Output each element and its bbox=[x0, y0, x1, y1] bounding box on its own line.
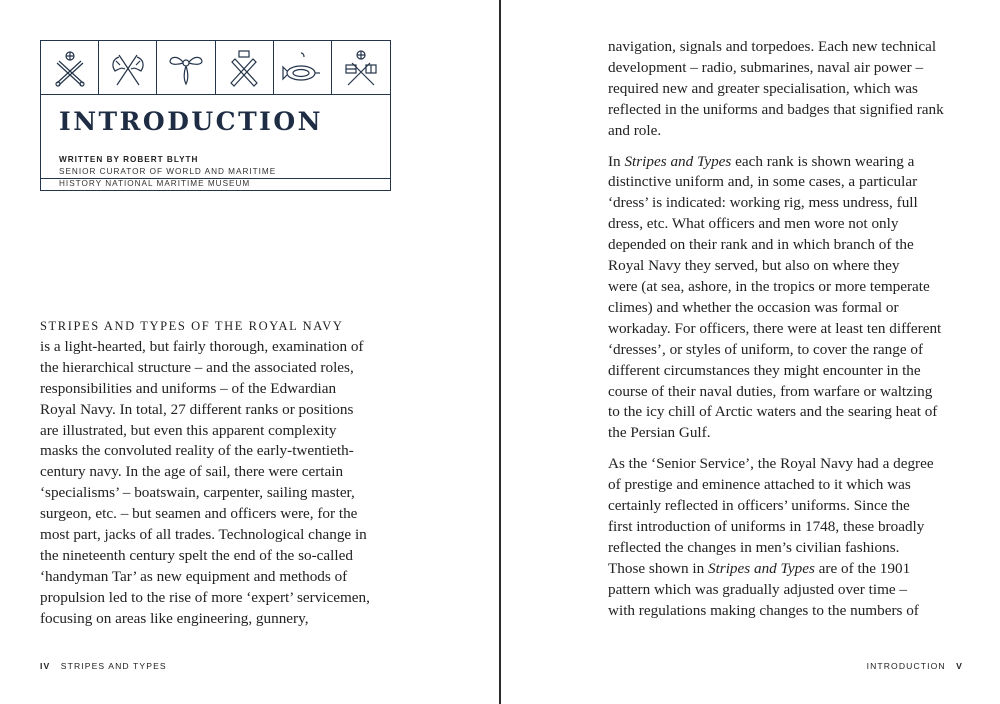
body-line: workaday. For officers, there were at least ten different bbox=[608, 319, 942, 337]
left-body-text bbox=[40, 316, 392, 630]
body-line: century navy. In the age of sail, there were certain bbox=[40, 463, 344, 481]
body-line: As the ‘Senior Service’, the Royal Navy had a degree bbox=[608, 455, 934, 473]
body-line bbox=[608, 152, 964, 173]
body-line: of prestige and eminence attached to it which was bbox=[608, 476, 911, 494]
body-line: most part, jacks of all trades. Technological change in bbox=[40, 526, 367, 544]
body-line: Royal Navy. In total, 27 different ranks or positions bbox=[40, 400, 354, 418]
body-line: navigation, signals and torpedoes. Each new technical bbox=[608, 38, 937, 55]
crossed-flags-icon bbox=[99, 41, 157, 94]
lead-in: STRIPES AND TYPES OF THE ROYAL NAVY bbox=[40, 319, 344, 333]
paragraph bbox=[608, 152, 964, 445]
body-line: Royal Navy they served, but also on where they bbox=[608, 257, 900, 275]
left-footer bbox=[40, 661, 167, 671]
body-line: reflected the changes in men’s civilian fashions. bbox=[608, 538, 900, 556]
right-page bbox=[501, 0, 1000, 704]
body-line: pattern which was gradually adjusted over time – bbox=[608, 580, 908, 598]
right-footer bbox=[867, 661, 963, 671]
left-page bbox=[0, 0, 499, 704]
right-body-text bbox=[608, 37, 964, 631]
text-run: each rank is shown wearing a bbox=[731, 152, 915, 170]
bugle-icon bbox=[274, 41, 332, 94]
running-head: STRIPES AND TYPES bbox=[60, 661, 167, 671]
body-line: certainly reflected in officers’ uniforms. Since the bbox=[608, 497, 910, 515]
text-run: In bbox=[608, 152, 625, 170]
body-line: ‘handyman Tar’ as new equipment and methods of bbox=[40, 567, 348, 585]
body-line: surgeon, etc. – but seamen and officers were, for the bbox=[40, 505, 358, 523]
body-line: is a light-hearted, but fairly thorough, examination of bbox=[40, 337, 364, 355]
text-run: Those shown in bbox=[608, 559, 708, 577]
body-line: depended on their rank and in which branch of the bbox=[608, 236, 914, 254]
body-line: ‘dresses’, or styles of uniform, to cover the range of bbox=[608, 340, 924, 358]
body-line: course of their naval duties, from warfare or waltzing bbox=[608, 382, 933, 400]
crossed-signal-flags-crown-icon bbox=[332, 41, 390, 94]
body-line: climes) and whether the occasion was formal or bbox=[608, 298, 899, 316]
body-line: ‘dress’ is indicated: working rig, mess undress, full bbox=[608, 194, 918, 212]
byline-role-line1: SENIOR CURATOR OF WORLD AND MARITIME bbox=[59, 167, 277, 176]
body-line: focusing on areas like engineering, gunnery, bbox=[40, 609, 309, 627]
title-band bbox=[41, 94, 390, 188]
body-line: propulsion led to the rise of more ‘expert’ servicemen, bbox=[40, 588, 370, 606]
paragraph bbox=[608, 37, 964, 142]
running-head: INTRODUCTION bbox=[866, 661, 946, 671]
body-line: the hierarchical structure – and the associated roles, bbox=[40, 358, 354, 376]
title-box bbox=[40, 40, 391, 191]
body-line: reflected in the uniforms and badges that signified rank bbox=[608, 100, 944, 118]
page-number: V bbox=[956, 661, 963, 671]
body-line: masks the convoluted reality of the early-twentieth- bbox=[40, 442, 354, 460]
body-line: responsibilities and uniforms – of the Edwardian bbox=[40, 379, 337, 397]
body-line: with regulations making changes to the numbers of bbox=[608, 601, 919, 619]
body-line: development – radio, submarines, naval air power – bbox=[608, 58, 924, 76]
body-line: are illustrated, but even this apparent complexity bbox=[40, 421, 337, 439]
crossed-torpedoes-icon bbox=[216, 41, 274, 94]
body-line: were (at sea, ashore, in the tropics or more temperate bbox=[608, 277, 930, 295]
byline bbox=[59, 154, 276, 190]
body-line: required new and greater specialisation, which was bbox=[608, 79, 918, 97]
book-title: Stripes and Types bbox=[624, 152, 732, 170]
page-number: IV bbox=[40, 661, 51, 671]
body-line: and role. bbox=[608, 121, 662, 139]
crossed-cannons-crown-icon bbox=[41, 41, 99, 94]
body-line: the Persian Gulf. bbox=[608, 424, 711, 442]
body-line bbox=[608, 559, 964, 580]
icon-row bbox=[41, 41, 390, 94]
body-line: first introduction of uniforms in 1748, these broadly bbox=[608, 517, 925, 535]
byline-author: WRITTEN BY ROBERT BLYTH bbox=[59, 155, 199, 164]
propeller-icon bbox=[157, 41, 215, 94]
body-line: ‘specialisms’ – boatswain, carpenter, sailing master, bbox=[40, 484, 355, 502]
body-line: dress, etc. What officers and men wore not only bbox=[608, 215, 899, 233]
body-line: distinctive uniform and, in some cases, a particular bbox=[608, 173, 918, 191]
text-run: are of the 1901 bbox=[814, 559, 911, 577]
body-line: different circumstances they might encounter in the bbox=[608, 361, 921, 379]
byline-role-line2: HISTORY NATIONAL MARITIME MUSEUM bbox=[59, 179, 251, 188]
page-title: INTRODUCTION bbox=[59, 107, 324, 136]
paragraph bbox=[608, 454, 964, 621]
body-line: the nineteenth century spelt the end of the so-called bbox=[40, 546, 353, 564]
book-title: Stripes and Types bbox=[707, 559, 815, 577]
body-line: to the icy chill of Arctic waters and the searing heat of bbox=[608, 403, 938, 421]
